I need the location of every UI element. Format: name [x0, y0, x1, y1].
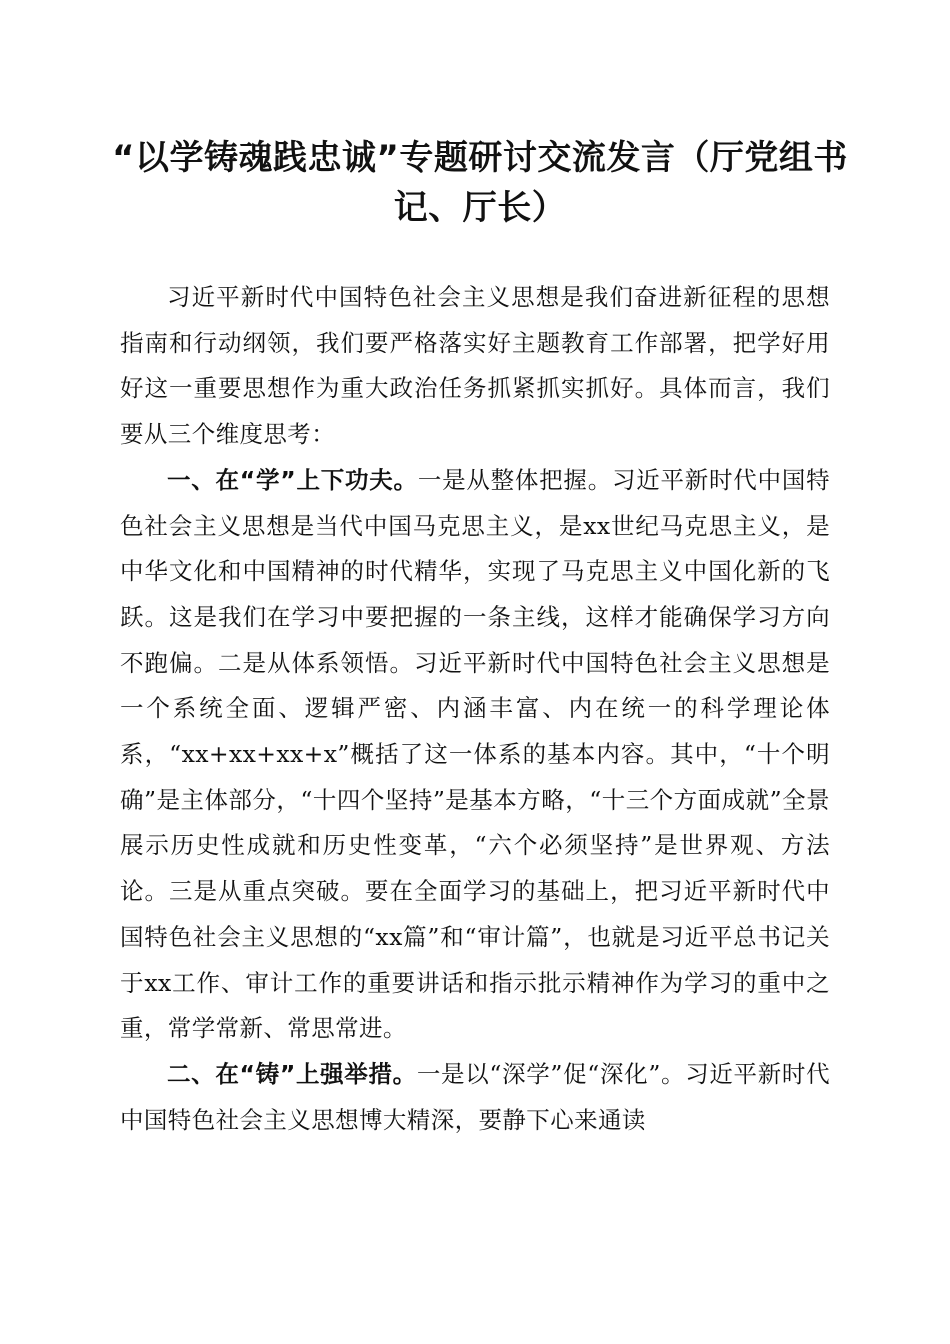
section-heading: 一、在“学”上下功夫。	[167, 465, 418, 494]
paragraph-text: 一是从整体把握。习近平新时代中国特色社会主义思想是当代中国马克思主义，是xx世纪马克思主义，是中华文化和中国精神的时代精华，实现了马克思主义中国化新的飞跃。这是我们在学习中要把握的一条主线，这样才能确保学习方向不跑偏。二是从体系领悟。习近平新时代中国特色社会主义思想是一个系统全面、逻辑严密、内涵丰富、内在统一的科学理论体系，“xx+xx+xx+x”概括了这一体系的基本内容。其中，“十个明确”是主体部分，“十四个坚持”是基本方略，“十三个方面成就”全景展示历史性成就和历史性变革，“六个必须坚持”是世界观、方法论。三是从重点突破。要在全面学习的基础上，把习近平新时代中国特色社会主义思想的“xx篇”和“审计篇”，也就是习近平总书记关于xx工作、审计工作的重要讲话和指示批示精神作为学习的重中之重，常学常新、常思常进。	[120, 465, 830, 1043]
paragraph-section-2	[120, 1052, 830, 1143]
paragraph-section-1	[120, 458, 830, 1052]
paragraph-intro	[120, 275, 830, 458]
paragraph-text: 习近平新时代中国特色社会主义思想是我们奋进新征程的思想指南和行动纲领，我们要严格落实好主题教育工作部署，把学好用好这一重要思想作为重大政治任务抓紧抓实抓好。具体而言，我们要从三个维度思考：	[120, 283, 830, 449]
document-body	[120, 275, 830, 1143]
paragraph-text: 一是以“深学”促“深化”。习近平新时代中国特色社会主义思想博大精深，要静下心来通读	[120, 1059, 830, 1134]
section-heading: 二、在“铸”上强举措。	[167, 1059, 417, 1088]
document-title: “以学铸魂践忠诚”专题研讨交流发言（厅党组书记、厅长）	[112, 138, 848, 228]
